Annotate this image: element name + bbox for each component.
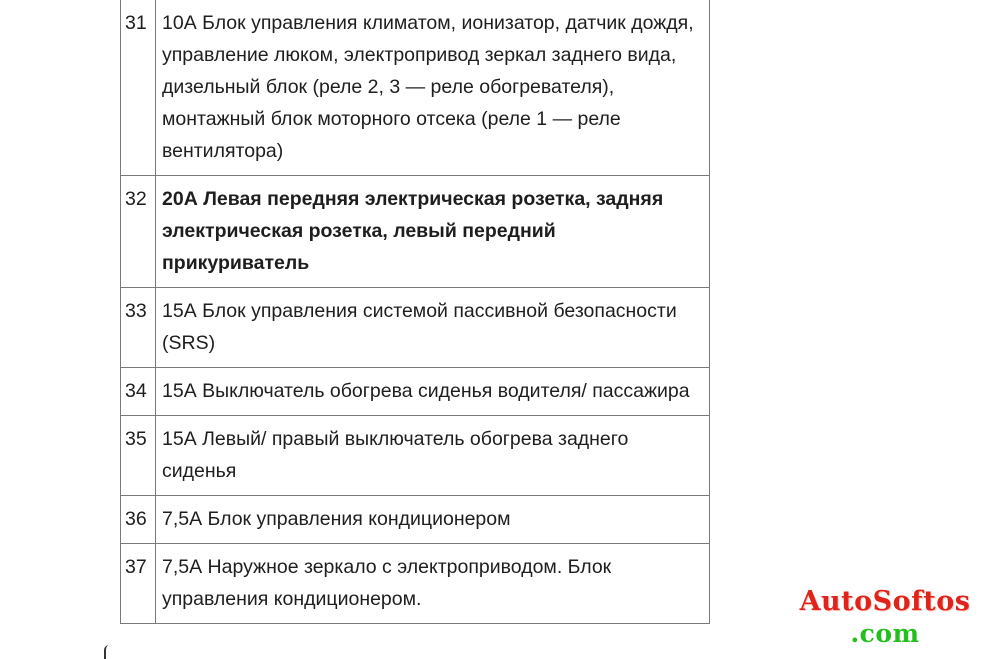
table-row (121, 176, 710, 288)
watermark-line-1: AutoSoftos (799, 586, 971, 617)
autosoftos-watermark (780, 588, 990, 646)
table-row (121, 544, 710, 624)
fuse-table-body (121, 0, 710, 624)
fuse-description-cell: 15А Выключатель обогрева сиденья водителя/ пассажира (156, 368, 710, 416)
table-row (121, 496, 710, 544)
fuse-number-cell: 33 (121, 288, 156, 368)
fuse-description-cell: 7,5А Блок управления кондиционером (156, 496, 710, 544)
fuse-number-cell: 36 (121, 496, 156, 544)
fuse-number-cell: 34 (121, 368, 156, 416)
table-row (121, 368, 710, 416)
fuse-number-cell: 31 (121, 0, 156, 176)
table-row (121, 288, 710, 368)
fuse-number-cell: 37 (121, 544, 156, 624)
fuse-number-cell: 35 (121, 416, 156, 496)
fuse-description-cell: 15А Левый/ правый выключатель обогрева заднего сиденья (156, 416, 710, 496)
fuse-description-cell: 10А Блок управления климатом, ионизатор, датчик дождя, управление люком, электропривод зеркал заднего вида, дизельный блок (реле 2, 3 — реле обогревателя), монтажный блок моторного отсека (реле 1 — реле вентилятора) (156, 0, 710, 176)
table-row (121, 416, 710, 496)
table-row (121, 0, 710, 176)
fuse-description-cell: 20А Левая передняя электрическая розетка, задняя электрическая розетка, левый передний прикуриватель (156, 176, 710, 288)
fuse-description-cell: 7,5А Наружное зеркало с электроприводом. Блок управления кондиционером. (156, 544, 710, 624)
fuse-number-cell: 32 (121, 176, 156, 288)
stray-bracket-mark (104, 645, 109, 659)
fuse-table (120, 0, 710, 624)
watermark-line-2: .com (850, 619, 920, 648)
fuse-description-cell: 15А Блок управления системой пассивной безопасности (SRS) (156, 288, 710, 368)
